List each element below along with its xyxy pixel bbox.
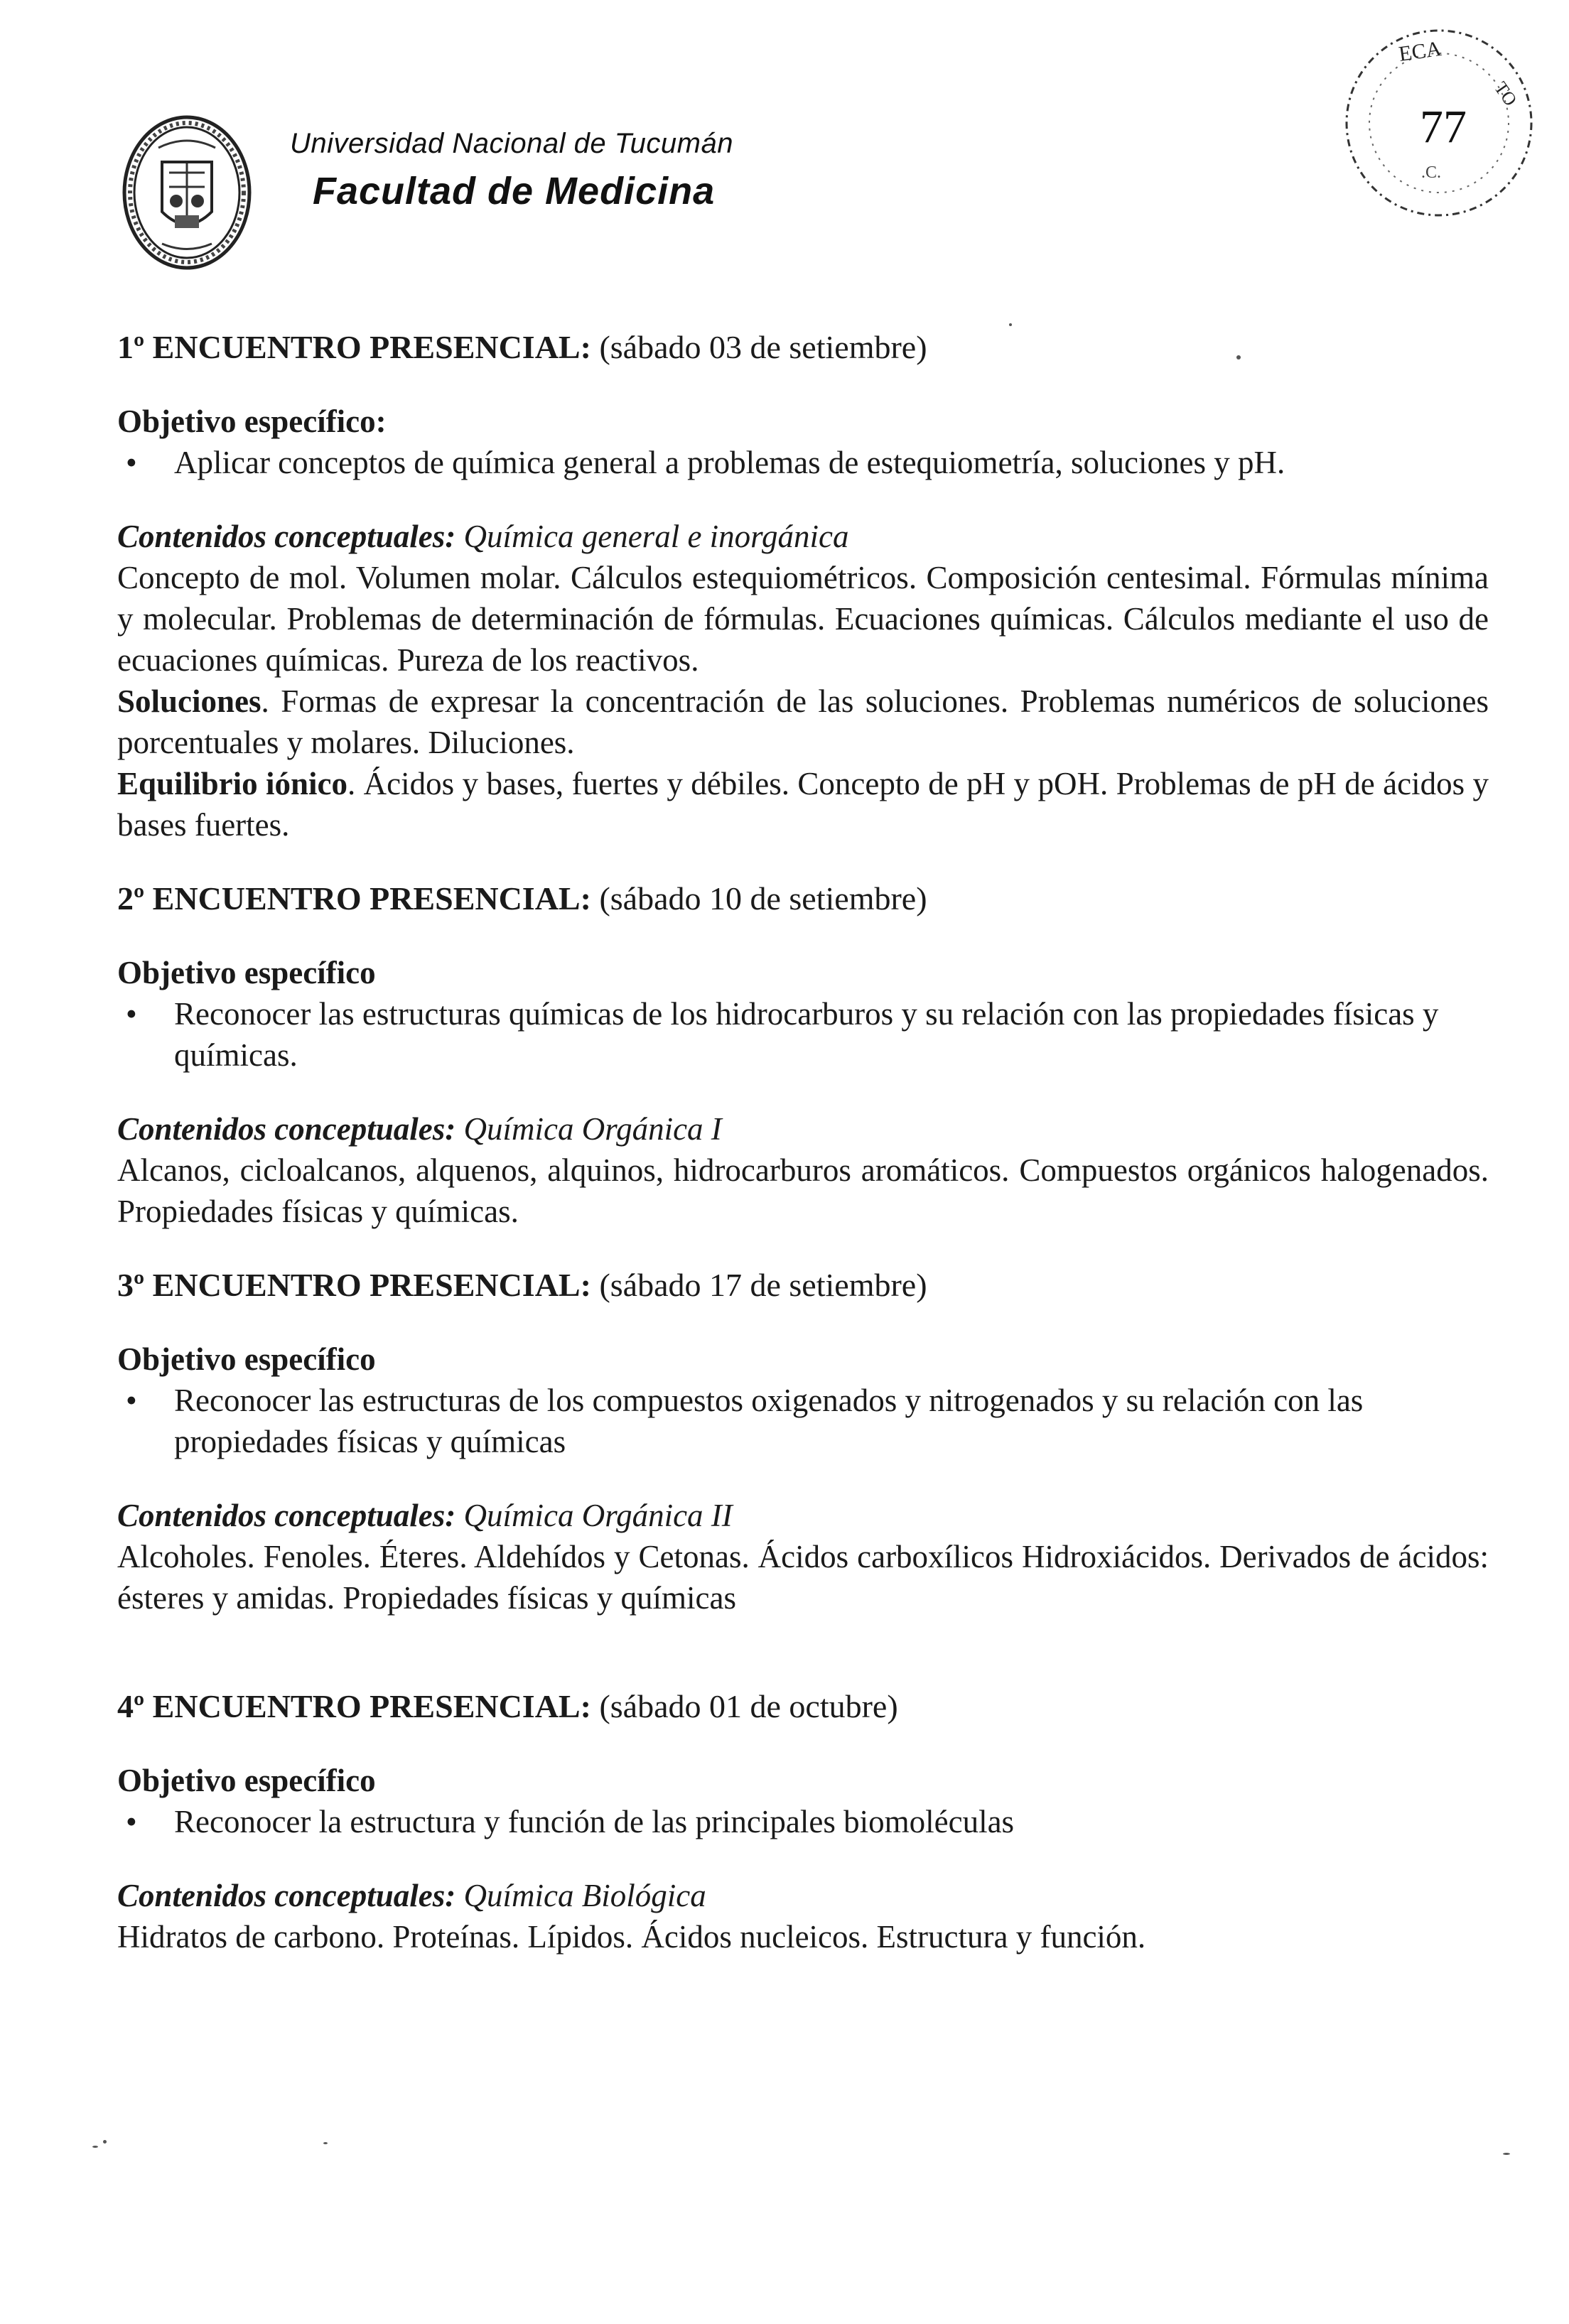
section-date: (sábado 10 de setiembre) (599, 880, 927, 917)
section-3 (117, 1265, 1489, 1618)
contents-heading (117, 1495, 1489, 1536)
contents-heading (117, 1875, 1489, 1916)
svg-text:ECA: ECA (1397, 36, 1443, 66)
contents-label: Contenidos conceptuales: (117, 1498, 456, 1533)
section-heading (117, 1686, 1489, 1727)
scan-speck (103, 2140, 107, 2144)
contents-label: Contenidos conceptuales: (117, 519, 456, 554)
section-date: (sábado 01 de octubre) (599, 1688, 898, 1724)
contents-paragraph: Concepto de mol. Volumen molar. Cálculos estequiométricos. Composición centesimal. Fórmulas mínima y molecular. Problemas de determinación de fórmulas. Ecuaciones químicas. Cálculos mediante el uso de ecuaciones químicas. Pureza de los reactivos. (117, 560, 1489, 678)
section-4 (117, 1686, 1489, 1957)
topic-label: Soluciones (117, 683, 262, 719)
objective-text: Aplicar conceptos de química general a problemas de estequiometría, soluciones y pH. (174, 445, 1285, 480)
contents-label: Contenidos conceptuales: (117, 1878, 456, 1913)
scan-speck (323, 2142, 328, 2144)
faculty-name: Facultad de Medicina (313, 170, 716, 212)
section-heading (117, 878, 1489, 919)
university-name: Universidad Nacional de Tucumán (290, 128, 733, 159)
section-date: (sábado 17 de setiembre) (599, 1267, 927, 1303)
objective-item (117, 1380, 1489, 1462)
scan-speck (1503, 2153, 1510, 2155)
topic-text: . Formas de expresar la concentración de las soluciones. Problemas numéricos de soluciones porcentuales y molares. Diluciones. (117, 683, 1489, 760)
objective-text: Reconocer la estructura y función de las principales biomoléculas (174, 1804, 1015, 1839)
objective-item (117, 442, 1489, 483)
objective-label: Objetivo específico: (117, 404, 387, 439)
contents-heading (117, 1108, 1489, 1150)
topic-label: Equilibrio iónico (117, 766, 347, 801)
contents-heading (117, 516, 1489, 557)
section-1 (117, 327, 1489, 845)
objective-item (117, 993, 1489, 1076)
secretary-stamp (1315, 20, 1549, 233)
contents-subject: Química Orgánica II (463, 1498, 733, 1533)
section-title: 4º ENCUENTRO PRESENCIAL: (117, 1688, 591, 1724)
section-title: 3º ENCUENTRO PRESENCIAL: (117, 1267, 591, 1303)
section-title: 1º ENCUENTRO PRESENCIAL: (117, 329, 591, 365)
contents-subject: Química Orgánica I (463, 1111, 722, 1147)
document-body (117, 327, 1489, 1957)
objective-text: Reconocer las estructuras químicas de los hidrocarburos y su relación con las propiedades físicas y químicas. (174, 996, 1439, 1073)
contents-paragraph: Hidratos de carbono. Proteínas. Lípidos. Ácidos nucleicos. Estructura y función. (117, 1919, 1146, 1955)
objective-item (117, 1801, 1489, 1842)
contents-label: Contenidos conceptuales: (117, 1111, 456, 1147)
section-date: (sábado 03 de setiembre) (599, 329, 927, 365)
scan-speck (1236, 355, 1241, 360)
objective-label: Objetivo específico (117, 1341, 376, 1377)
contents-paragraph: Alcoholes. Fenoles. Éteres. Aldehídos y Cetonas. Ácidos carboxílicos Hidroxiácidos. Derivados de ácidos: ésteres y amidas. Propiedades físicas y químicas (117, 1539, 1489, 1616)
contents-subject: Química general e inorgánica (463, 519, 849, 554)
contents-subject: Química Biológica (463, 1878, 706, 1913)
section-title: 2º ENCUENTRO PRESENCIAL: (117, 880, 591, 917)
objective-label: Objetivo específico (117, 1763, 376, 1798)
scan-speck (1009, 323, 1012, 326)
stamp-number: 77 (1420, 101, 1467, 153)
contents-paragraph-equilibrium (117, 763, 1489, 845)
topic-text: . Ácidos y bases, fuertes y débiles. Concepto de pH y pOH. Problemas de pH de ácidos y bases fuertes. (117, 766, 1489, 843)
bullet-icon: • (126, 445, 137, 480)
bullet-icon: • (126, 1383, 137, 1418)
contents-paragraph: Alcanos, cicloalcanos, alquenos, alquinos, hidrocarburos aromáticos. Compuestos orgánicos halogenados. Propiedades físicas y químicas. (117, 1152, 1489, 1229)
contents-paragraph-solutions (117, 681, 1489, 763)
svg-text:.C.: .C. (1421, 163, 1442, 182)
section-heading (117, 1265, 1489, 1306)
bullet-icon: • (126, 1804, 137, 1839)
section-2 (117, 878, 1489, 1232)
objective-text: Reconocer las estructuras de los compuestos oxigenados y nitrogenados y su relación con las propiedades físicas y químicas (174, 1383, 1364, 1459)
bullet-icon: • (126, 996, 137, 1032)
section-heading (117, 327, 1489, 368)
objective-label: Objetivo específico (117, 955, 376, 990)
scan-speck (92, 2146, 98, 2148)
svg-text:TO: TO (1490, 77, 1521, 110)
university-seal-logo (119, 112, 254, 273)
